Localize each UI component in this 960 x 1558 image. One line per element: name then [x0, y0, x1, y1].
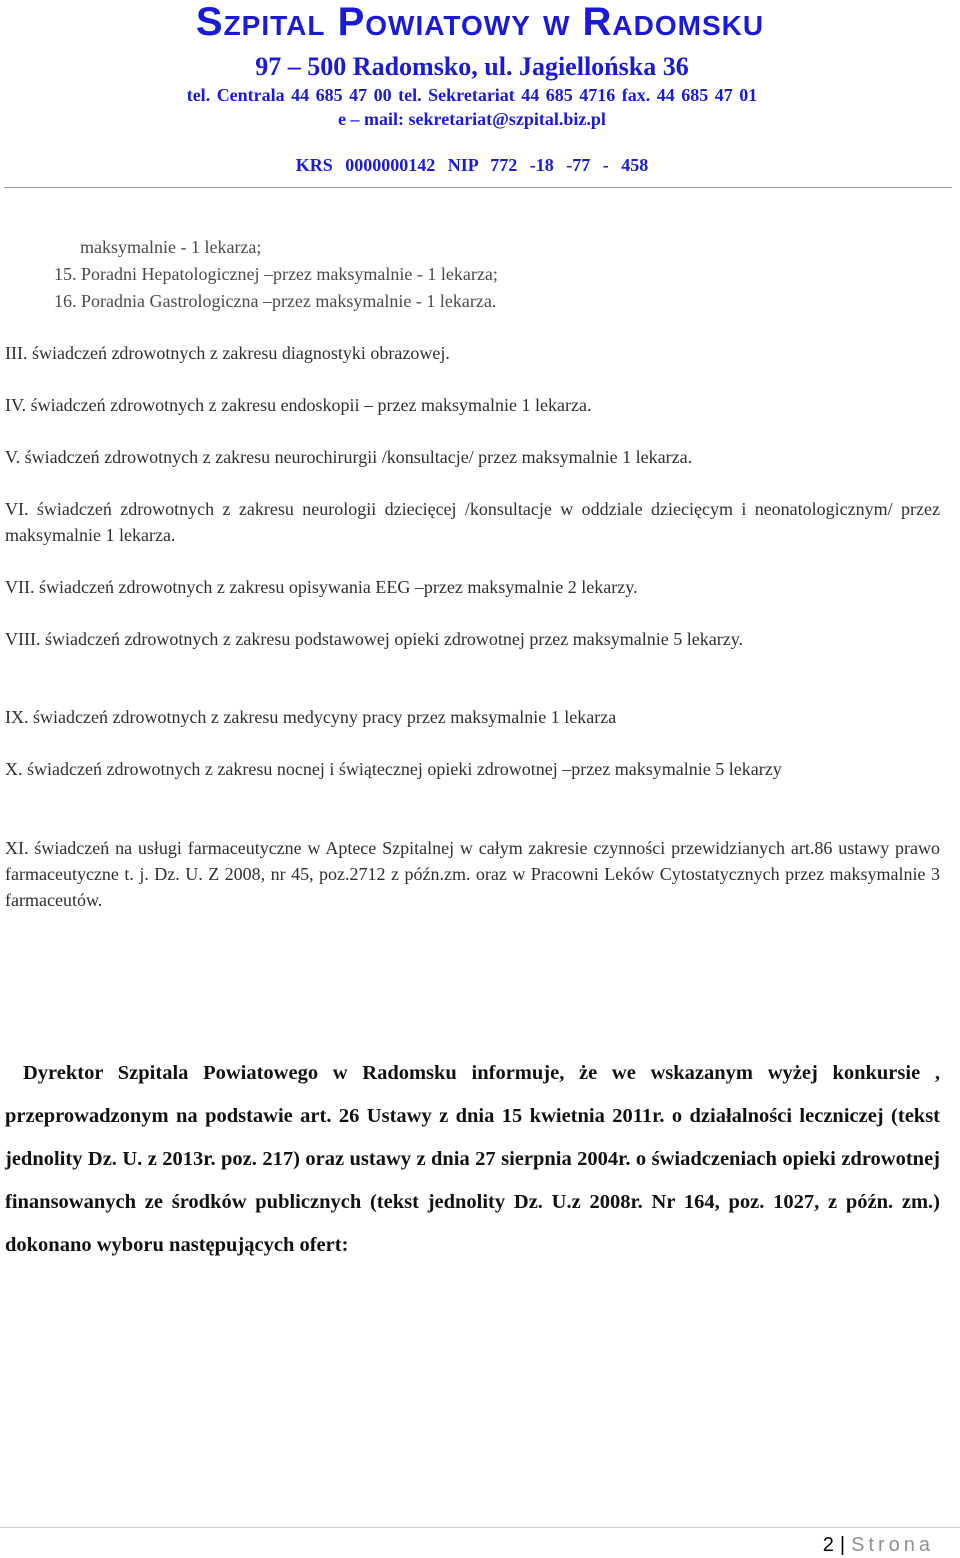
service-item-iii: III. świadczeń zdrowotnych z zakresu diagnostyki obrazowej. [5, 343, 450, 363]
service-item-vi: VI. świadczeń zdrowotnych z zakresu neurologii dziecięcej /konsultacje w oddziale dziecięcym i neonatologicznym/ przez maksymalnie 1 lekarza. [5, 499, 940, 545]
footer-separator: | [839, 1534, 846, 1556]
hospital-krs-nip: KRS 0000000142 NIP 772 -18 -77 - 458 [295, 155, 649, 175]
footer-divider [0, 1527, 960, 1528]
service-item-vii: VII. świadczeń zdrowotnych z zakresu opisywania EEG –przez maksymalnie 2 lekarzy. [5, 577, 638, 597]
hospital-phones: tel. Centrala 44 685 47 00 tel. Sekretariat 44 685 4716 fax. 44 685 47 01 [186, 85, 758, 105]
hospital-email: e – mail: sekretariat@szpital.biz.pl [338, 109, 606, 129]
director-paragraph-text: Dyrektor Szpitala Powiatowego w Radomsku informuje, że we wskazanym wyżej konkursie , przeprowadzonym na podstawie art. 26 Ustawy z dnia 15 kwietnia 2011r. o działalności leczniczej (tekst jednolity Dz. U. z 2013r. poz. 217) oraz ustawy z dnia 27 sierpnia 2004r. o świadczeniach opieki zdrowotnej finansowanych ze środków publicznych (tekst jednolity Dz. U.z 2008r. Nr 164, poz. 1027, z późn. zm.) dokonano wyboru następujących ofert: [5, 1062, 940, 1256]
list-item: 16. Poradnia Gastrologiczna –przez maksymalnie - 1 lekarza. [54, 291, 497, 311]
header-divider [4, 187, 952, 188]
list-item: 15. Poradni Hepatologicznej –przez maksymalnie - 1 lekarza; [54, 264, 498, 284]
director-paragraph [5, 1052, 940, 1267]
service-item-x: X. świadczeń zdrowotnych z zakresu nocnej i świątecznej opieki zdrowotnej –przez maksymalnie 5 lekarzy [5, 759, 782, 779]
page-footer [823, 1533, 934, 1557]
service-item-viii: VIII. świadczeń zdrowotnych z zakresu podstawowej opieki zdrowotnej przez maksymalnie 5 lekarzy. [5, 629, 744, 649]
page-number: 2 [822, 1534, 834, 1556]
hospital-name: Szpital Powiatowy w Radomsku [195, 0, 765, 44]
service-item-xi: XI. świadczeń na usługi farmaceutyczne w Aptece Szpitalnej w całym zakresie czynności przewidzianych art.86 ustawy prawo farmaceutyczne t. j. Dz. U. Z 2008, nr 45, poz.2712 z późn.zm. oraz w Pracowni Leków Cytostatycznych przez maksymalnie 3 farmaceutów. [5, 838, 940, 910]
hospital-address: 97 – 500 Radomsko, ul. Jagiellońska 36 [255, 52, 689, 81]
service-item-iv: IV. świadczeń zdrowotnych z zakresu endoskopii – przez maksymalnie 1 lekarza. [5, 395, 592, 415]
service-item-ix: IX. świadczeń zdrowotnych z zakresu medycyny pracy przez maksymalnie 1 lekarza [5, 707, 617, 727]
list-item: maksymalnie - 1 lekarza; [80, 237, 262, 257]
footer-label: Strona [851, 1534, 934, 1556]
service-item-v: V. świadczeń zdrowotnych z zakresu neurochirurgii /konsultacje/ przez maksymalnie 1 lekarza. [5, 447, 693, 467]
